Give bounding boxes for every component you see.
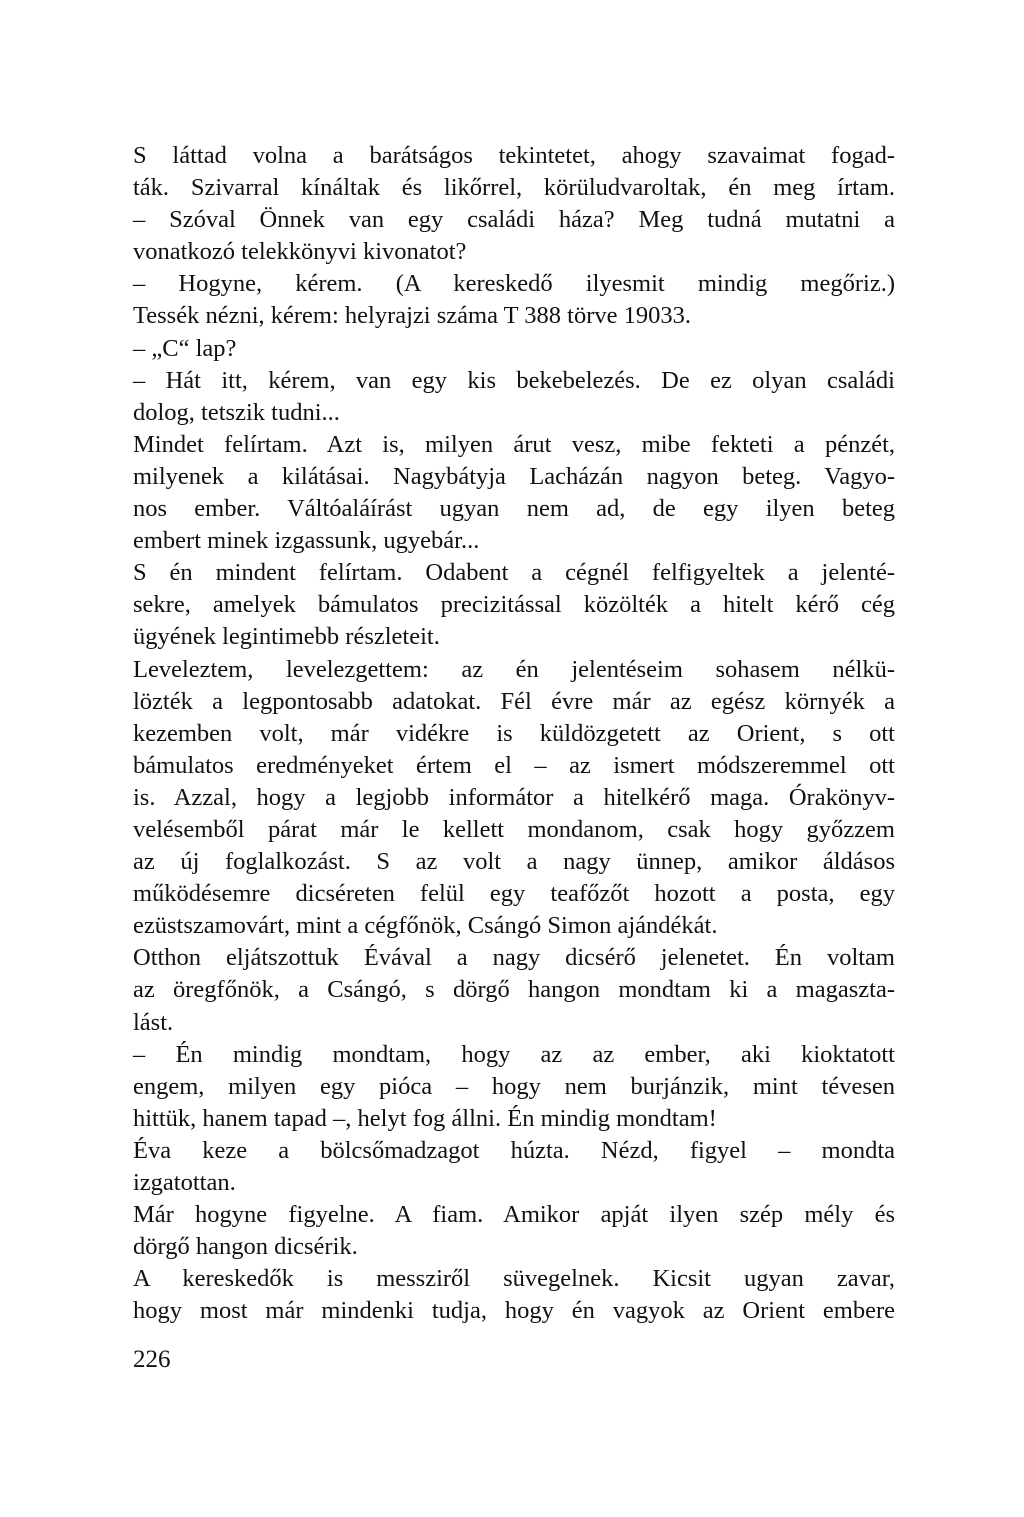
text-line: Már hogyne figyelne. A fiam. Amikor apját ilyen szép mély és (133, 1201, 895, 1229)
text-line: Otthon eljátszottuk Évával a nagy dicsérő jelenetet. Én voltam (133, 944, 895, 972)
text-line: működésemre dicséreten felül egy teafőzőt hozott a posta, egy (133, 880, 895, 908)
text-line: embert minek izgassunk, ugyebár... (133, 527, 480, 555)
text-line: Mindet felírtam. Azt is, milyen árut vesz, mibe fekteti a pénzét, (133, 430, 895, 458)
text-line: – Én mindig mondtam, hogy az az ember, aki kioktatott (133, 1040, 895, 1068)
text-line: nos ember. Váltóaláírást ugyan nem ad, de egy ilyen beteg (133, 495, 895, 523)
text-line: velésemből párat már le kellett mondanom, csak hogy győzzem (133, 815, 895, 843)
text-line: – Hát itt, kérem, van egy kis bekebelezés. De ez olyan családi (133, 366, 895, 394)
text-line: izgatottan. (133, 1169, 236, 1196)
text-line: lást. (133, 1008, 174, 1036)
text-line: dolog, tetszik tudni... (133, 398, 340, 426)
text-line: – Hogyne, kérem. (A kereskedő ilyesmit mindig megőriz.) (133, 270, 895, 298)
text-line: hittük, hanem tapad –, helyt fog állni. Én mindig mondtam! (133, 1104, 717, 1132)
text-line: milyenek a kilátásai. Nagybátyja Lacházán nagyon beteg. Vagyo- (133, 462, 895, 490)
text-line: dörgő hangon dicsérik. (133, 1233, 358, 1261)
body-text (133, 140, 895, 1327)
text-line: ezüstszamovárt, mint a cégfőnök, Csángó Simon ajándékát. (133, 912, 718, 940)
text-line: lözték a legpontosabb adatokat. Fél évre már az egész környék a (133, 687, 895, 715)
text-line: Leveleztem, levelezgettem: az én jelentéseim sohasem nélkü- (133, 655, 895, 683)
text-line: kezemben volt, már vidékre is küldözgetett az Orient, s ott (133, 719, 895, 747)
text-line: bámulatos eredményeket értem el – az ismert módszeremmel ott (133, 751, 895, 779)
text-line: hogy most már mindenki tudja, hogy én vagyok az Orient embere (133, 1297, 895, 1325)
text-line: – Szóval Önnek van egy családi háza? Meg tudná mutatni a (133, 206, 895, 234)
text-line: S én mindent felírtam. Odabent a cégnél felfigyeltek a jelenté- (133, 559, 895, 587)
text-line: sekre, amelyek bámulatos precizitással közölték a hitelt kérő cég (133, 591, 895, 619)
text-line: vonatkozó telekkönyvi kivonatot? (133, 238, 467, 266)
text-line: A kereskedők is messziről süvegelnek. Kicsit ugyan zavar, (133, 1265, 895, 1293)
page-number: 226 (133, 1346, 171, 1373)
text-line: Tessék nézni, kérem: helyrajzi száma T 388 törve 19033. (133, 302, 691, 330)
text-line: engem, milyen egy pióca – hogy nem burjánzik, mint tévesen (133, 1072, 895, 1100)
text-line: az öregfőnök, a Csángó, s dörgő hangon mondtam ki a magaszta- (133, 976, 895, 1004)
text-line: is. Azzal, hogy a legjobb informátor a hitelkérő maga. Órakönyv- (133, 783, 895, 811)
text-line: ták. Szivarral kínáltak és likőrrel, körüludvaroltak, én meg írtam. (133, 174, 895, 202)
text-line: – „C“ lap? (133, 334, 237, 362)
text-line: az új foglalkozást. S az volt a nagy ünnep, amikor áldásos (133, 848, 895, 876)
text-line: ügyének legintimebb részleteit. (133, 623, 440, 651)
text-line: Éva keze a bölcsőmadzagot húzta. Nézd, figyel – mondta (133, 1136, 895, 1164)
text-line: S láttad volna a barátságos tekintetet, ahogy szavaimat fogad- (133, 142, 895, 169)
